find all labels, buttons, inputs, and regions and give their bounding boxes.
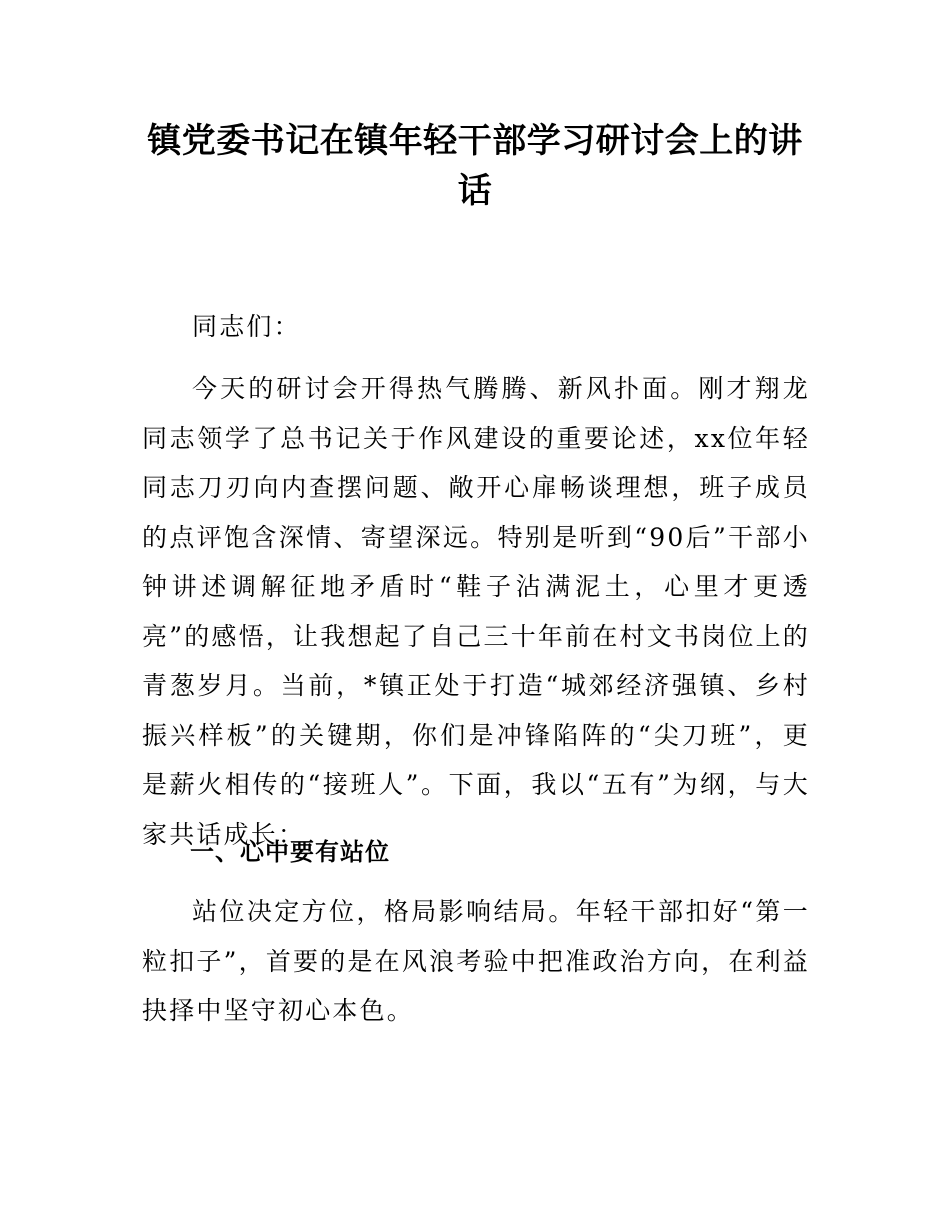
salutation: 同志们：: [192, 312, 301, 341]
section-heading-1: 一、心中要有站位: [190, 838, 390, 866]
document-title: 镇党委书记在镇年轻干部学习研讨会上的讲话: [147, 121, 803, 211]
paragraph-section-1: 站位决定方位，格局影响结局。年轻干部扣好“第一粒扣子”，首要的是在风浪考验中把准政治方向，在利益抉择中坚守初心本色。: [142, 897, 810, 1025]
paragraph-opening: 今天的研讨会开得热气腾腾、新风扑面。刚才翔龙同志领学了总书记关于作风建设的重要论述，xx位年轻同志刀刃向内查摆问题、敞开心扉畅谈理想，班子成员的点评饱含深情、寄望深远。特别是听到“90后”干部小钟讲述调解征地矛盾时“鞋子沾满泥土，心里才更透亮”的感悟，让我想起了自己三十年前在村文书岗位上的青葱岁月。当前，*镇正处于打造“城郊经济强镇、乡村振兴样板”的关键期，你们是冲锋陷阵的“尖刀班”，更是薪火相传的“接班人”。下面，我以“五有”为纲，与大家共话成长：: [142, 374, 810, 849]
